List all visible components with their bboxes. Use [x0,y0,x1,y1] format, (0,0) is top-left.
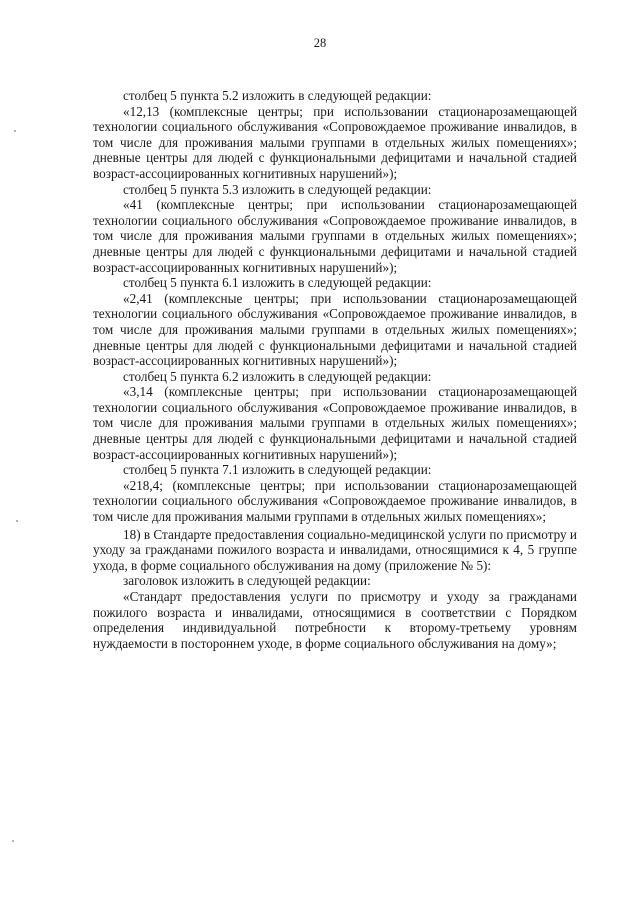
title-amendment-text: «Стандарт предоставления услуги по присмотру и уходу за гражданами пожилого возраста и инвалидами, относящимися в соответствии с Порядком определения индивидуальной потребности к второму-третьему уровням нуждаемости в постороннем уходе, в форме социального обслуживания на дому»; [93,589,577,651]
scan-speck [12,840,14,842]
page-number: 28 [313,36,327,50]
amendment-block [93,462,577,524]
amendment-text: «41 (комплексные центры; при использовании стационарозамещающей технологии социального обслуживания «Сопровождаемое проживание инвалидов, в том числе для проживания малыми группами в отдельных жилых помещениях»; дневные центры для людей с функциональными дефицитами и начальной стадией возраст-ассоциированных когнитивных нарушений»); [93,197,577,275]
amendment-heading: столбец 5 пункта 5.2 изложить в следующей редакции: [123,88,432,103]
amendment-heading: столбец 5 пункта 7.1 изложить в следующей редакции: [123,462,432,478]
scan-speck [14,130,16,132]
amendment-text: «3,14 (комплексные центры; при использовании стационарозамещающей технологии социального обслуживания «Сопровождаемое проживание инвалидов, в том числе для проживания малыми группами в отдельных жилых помещениях»; дневные центры для людей с функциональными дефицитами и начальной стадией возраст-ассоциированных когнитивных нарушений»); [93,384,577,462]
amendment-block [93,182,577,276]
scan-speck [16,520,18,522]
amendment-text: «12,13 (комплексные центры; при использовании стационарозамещающей технологии социального обслуживания «Сопровождаемое проживание инвалидов, в том числе для проживания малыми группами в отдельных жилых помещениях»; дневные центры для людей с функциональными дефицитами и начальной стадией возраст-ассоциированных когнитивных нарушений»); [93,103,577,181]
amendment-block [93,88,577,182]
amendment-heading: столбец 5 пункта 6.1 изложить в следующей редакции: [123,275,432,291]
amendment-text: «2,41 (комплексные центры; при использовании стационарозамещающей технологии социального обслуживания «Сопровождаемое проживание инвалидов, в том числе для проживания малыми группами в отдельных жилых помещениях»; дневные центры для людей с функциональными дефицитами и начальной стадией возраст-ассоциированных когнитивных нарушений»); [93,290,577,369]
amendment-block [93,369,577,463]
item-18-paragraph: 18) в Стандарте предоставления социально-медицинской услуги по присмотру и уходу за гражданами пожилого возраста и инвалидами, относящимися к 4, 5 группе ухода, в форме социального обслуживания на дому (приложение № 5): [93,526,577,573]
amendment-block [93,275,577,369]
amendment-text: «218,4; (комплексные центры; при использовании стационарозамещающей технологии социального обслуживания «Сопровождаемое проживание инвалидов, в том числе для проживания малыми группами в отдельных жилых помещениях»; [93,477,577,525]
amendment-heading: столбец 5 пункта 5.3 изложить в следующей редакции: [123,181,432,197]
document-body [93,88,577,651]
amendment-heading: столбец 5 пункта 6.2 изложить в следующей редакции: [123,368,432,384]
title-amendment-heading: заголовок изложить в следующей редакции: [123,573,371,589]
